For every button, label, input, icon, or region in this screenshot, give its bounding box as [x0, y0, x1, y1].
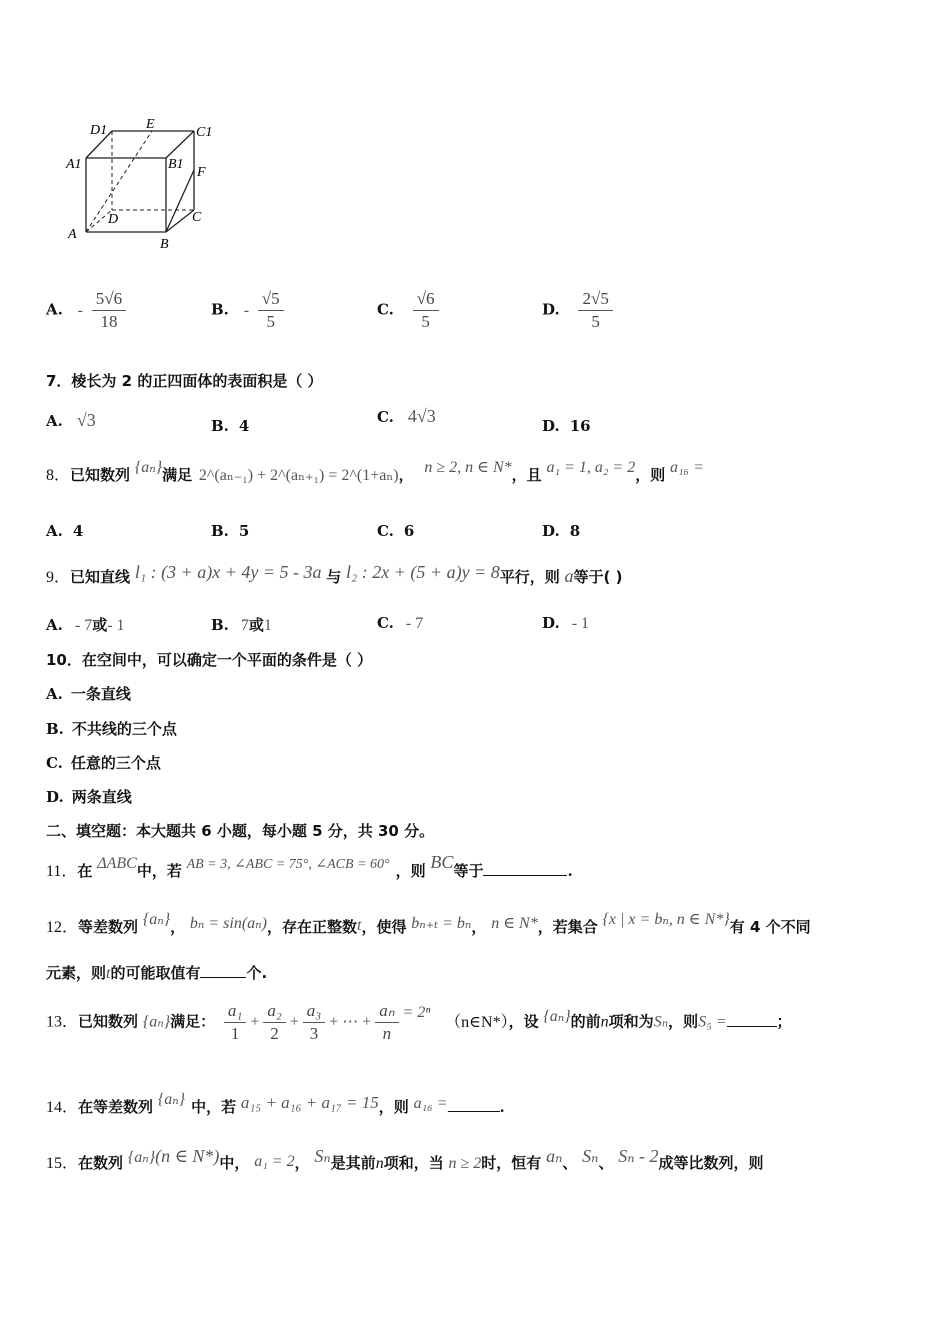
- plus: +: [289, 1013, 299, 1031]
- text: 、: [598, 1154, 614, 1172]
- q15-stem: [46, 1144, 764, 1172]
- text: ，: [471, 918, 487, 936]
- option-letter: C.: [377, 614, 394, 632]
- option-letter: C.: [46, 754, 63, 772]
- denominator: 5: [421, 312, 430, 331]
- numerator: a₃: [303, 1000, 325, 1023]
- text: 项和，当: [383, 1154, 444, 1172]
- condition: AB = 3, ∠ABC = 75°, ∠ACB = 60°: [186, 857, 390, 872]
- numerator: aₙ: [375, 1000, 398, 1023]
- option-letter: D.: [542, 417, 560, 435]
- variable-n: n: [600, 1013, 609, 1031]
- answer-blank[interactable]: [200, 977, 246, 978]
- option-text: 5: [238, 522, 250, 540]
- condition: (n ∈ N*): [155, 1146, 220, 1166]
- option-or: 或: [248, 616, 264, 634]
- initial-values: a₁ = 1, a₂ = 2: [546, 459, 636, 476]
- plus: +: [250, 1013, 260, 1031]
- text: 在: [77, 862, 93, 880]
- ask: S₅ =: [698, 1013, 727, 1031]
- q8-stem: 8．已知数列 {aₙ}满足 2^(aₙ₋₁) + 2^(aₙ₊₁) = 2^(1+aₙ)， n ≥ 2, n ∈ N*，且 a₁ = 1, a₂ = 2，则 a₁₆ =: [46, 459, 704, 484]
- sequence: {aₙ}: [134, 459, 163, 476]
- line-l1: l₁ : (3 + a)x + 4y = 5 - 3a: [134, 562, 322, 582]
- numerator: √5: [258, 288, 284, 311]
- text: ，若集合: [537, 918, 598, 936]
- text: 满足: [162, 466, 193, 484]
- triangle: ΔABC: [97, 855, 137, 872]
- q7-option-c: [377, 406, 436, 427]
- q9-option-b: [211, 614, 272, 635]
- condition: n ∈ N*: [491, 915, 538, 932]
- q10-option-a: [46, 683, 131, 704]
- option-letter: D.: [46, 788, 64, 806]
- cube-figure: [60, 112, 230, 266]
- sequence: {aₙ}: [157, 1091, 186, 1108]
- option-letter: C.: [377, 522, 394, 540]
- option-text: 8: [569, 522, 581, 540]
- q9-option-a: [46, 614, 125, 635]
- option-letter: D.: [542, 300, 560, 319]
- condition-n: n ≥ 2: [448, 1155, 482, 1172]
- text: ，则: [378, 1098, 409, 1116]
- q9-option-c: [377, 614, 423, 633]
- sequence: {aₙ}: [142, 1013, 171, 1031]
- option-letter: C.: [377, 408, 394, 426]
- option-letter: B.: [211, 417, 229, 435]
- option-text: 16: [569, 417, 591, 435]
- q8-option-a: [46, 522, 83, 540]
- text: ，使得: [361, 918, 407, 936]
- label-b: B: [160, 237, 169, 252]
- text: 的可能取值有: [110, 964, 201, 982]
- option-value: - 1: [107, 617, 125, 634]
- text: ，则: [635, 466, 666, 484]
- question-number: 15．: [46, 1155, 79, 1172]
- text: 是其前: [330, 1154, 376, 1172]
- text: .: [567, 862, 573, 880]
- option-letter: D.: [542, 522, 560, 540]
- text: ；: [776, 1012, 792, 1031]
- option-value: - 7: [74, 617, 93, 634]
- text: 中，若: [191, 1098, 237, 1116]
- numerator: a₁: [224, 1000, 246, 1023]
- option-text: 任意的三个点: [70, 754, 161, 772]
- denominator: 5: [266, 312, 275, 331]
- q10-stem: 10．在空间中，可以确定一个平面的条件是（ ）: [46, 651, 373, 669]
- line-l2: l₂ : 2x + (5 + a)y = 8: [346, 562, 500, 582]
- denominator: 5: [591, 312, 600, 331]
- option-letter: B.: [211, 616, 229, 634]
- q12-line2: [46, 962, 267, 983]
- segment-bf: [166, 170, 194, 232]
- numerator: 5√6: [92, 288, 126, 311]
- q9-stem: [46, 564, 622, 587]
- text: 在数列: [78, 1154, 124, 1172]
- fraction: [263, 1000, 285, 1045]
- text: ，存在正整数: [266, 918, 357, 936]
- label-d: D: [108, 212, 119, 227]
- text: 成等比数列，则: [658, 1154, 764, 1172]
- edge-b1c1: [166, 131, 194, 158]
- option-letter: C.: [377, 300, 394, 319]
- fraction: [258, 288, 284, 333]
- option-or: 或: [92, 616, 108, 634]
- answer-blank[interactable]: [448, 1111, 500, 1112]
- segment-ae: [86, 131, 152, 232]
- text: 等于: [453, 862, 484, 880]
- q7-option-d: [542, 417, 591, 435]
- cube-diagram: [60, 112, 230, 262]
- option-sign: -: [243, 301, 250, 319]
- text: 在等差数列: [78, 1098, 154, 1116]
- text: 已知数列: [78, 1012, 139, 1031]
- sum-sn: Sₙ: [582, 1146, 599, 1166]
- q10-option-b: [46, 718, 177, 739]
- label-a1: A1: [66, 157, 82, 172]
- ask: a₁₆ =: [669, 459, 704, 476]
- fraction: [375, 1000, 398, 1045]
- label-c1: C1: [196, 125, 213, 140]
- fraction: [413, 288, 439, 333]
- q11-stem: [46, 850, 573, 880]
- label-c: C: [192, 210, 202, 225]
- numerator: a₂: [263, 1000, 285, 1023]
- edge-bc: [166, 210, 194, 232]
- ask: a₁₆ =: [413, 1095, 448, 1112]
- fraction: [303, 1000, 325, 1045]
- question-number: 9．: [46, 569, 71, 586]
- q12-stem: [46, 906, 811, 936]
- option-letter: A.: [46, 685, 63, 703]
- text: ，则: [668, 1012, 699, 1031]
- equation: a₁₅ + a₁₆ + a₁₇ = 15: [240, 1093, 379, 1112]
- text: 有 4 个不同: [729, 918, 811, 936]
- text: 的前: [570, 1012, 601, 1031]
- text: .: [499, 1098, 505, 1116]
- option-text: 4√3: [407, 406, 436, 426]
- period-eq: bₙ₊ₜ = bₙ: [411, 915, 472, 932]
- bn-def: bₙ = sin(aₙ): [189, 915, 267, 932]
- initial-value: a₁ = 2: [254, 1153, 295, 1170]
- label-f: F: [197, 165, 206, 180]
- text: ，: [170, 918, 186, 936]
- text: 项和为: [608, 1012, 654, 1031]
- denominator: n: [382, 1024, 392, 1043]
- option-text: 6: [403, 522, 415, 540]
- q6-option-c: [377, 288, 443, 333]
- fraction: [224, 1000, 246, 1045]
- text: ，且: [511, 466, 542, 484]
- fraction: [578, 288, 612, 333]
- set: {x | x = bₙ, n ∈ N*}: [602, 911, 730, 928]
- option-letter: A.: [46, 300, 63, 319]
- text: 时，恒有: [481, 1154, 542, 1172]
- sequence: {aₙ}: [127, 1149, 156, 1166]
- text: 中，若: [136, 862, 182, 880]
- option-letter: B.: [211, 300, 229, 319]
- question-number: 11．: [46, 863, 78, 880]
- option-sign: -: [77, 301, 83, 319]
- ellipsis: + ⋯ +: [329, 1013, 372, 1031]
- label-a: A: [68, 227, 77, 242]
- term-an: aₙ: [546, 1146, 563, 1166]
- text: ，: [294, 1154, 310, 1172]
- answer-blank[interactable]: [727, 1026, 777, 1027]
- option-letter: D.: [542, 614, 560, 632]
- label-b1: B1: [168, 157, 184, 172]
- numerator: 2√5: [578, 288, 612, 311]
- text: 个.: [246, 964, 268, 982]
- option-letter: A.: [46, 412, 63, 430]
- question-number: 14．: [46, 1099, 79, 1116]
- option-letter: B.: [211, 522, 229, 540]
- q6-option-b: [211, 288, 288, 333]
- text: ，设: [508, 1012, 539, 1031]
- option-letter: B.: [46, 720, 64, 738]
- variable-a: a: [564, 566, 574, 586]
- option-text: √3: [76, 410, 96, 430]
- option-text: 两条直线: [71, 788, 132, 806]
- numerator: √6: [413, 288, 439, 311]
- equation: 2^(aₙ₋₁) + 2^(aₙ₊₁) = 2^(1+aₙ): [198, 467, 399, 484]
- option-letter: A.: [46, 522, 63, 540]
- question-number: 13．: [46, 1013, 79, 1031]
- text: 平行，则: [499, 568, 560, 586]
- denominator: 18: [100, 312, 118, 331]
- fraction: [92, 288, 126, 333]
- text: 与: [326, 568, 342, 586]
- option-text: 4: [72, 522, 84, 540]
- text: 中，: [219, 1154, 250, 1172]
- q8-option-c: [377, 522, 414, 540]
- sum-sn-minus-2: Sₙ - 2: [618, 1146, 659, 1166]
- sum-sn: Sₙ: [314, 1146, 331, 1166]
- denominator: 1: [230, 1024, 240, 1043]
- answer-blank[interactable]: [483, 875, 567, 876]
- option-value: 1: [263, 617, 272, 634]
- option-letter: A.: [46, 616, 63, 634]
- option-value: 7: [240, 617, 249, 634]
- text: 满足：: [170, 1012, 216, 1031]
- variable-n: n: [375, 1155, 384, 1172]
- q8-option-b: [211, 522, 249, 540]
- q13-stem: [46, 1000, 792, 1045]
- q9-option-d: [542, 614, 589, 633]
- side-bc: BC: [430, 852, 454, 872]
- q10-option-d: [46, 786, 132, 807]
- text: 已知数列: [70, 466, 131, 484]
- question-number: 12．: [46, 919, 79, 936]
- q7-stem: 7．棱长为 2 的正四面体的表面积是（ ）: [46, 372, 323, 390]
- q14-stem: [46, 1086, 505, 1116]
- section-heading-fill-in: 二、填空题：本大题共 6 小题，每小题 5 分，共 30 分。: [46, 822, 435, 840]
- sequence: {aₙ}: [142, 911, 171, 928]
- condition: n ≥ 2, n ∈ N*: [424, 459, 512, 476]
- q10-option-c: [46, 752, 161, 773]
- text: ，则: [395, 862, 426, 880]
- q6-option-a: [46, 288, 130, 333]
- text: 、: [562, 1154, 578, 1172]
- sequence: {aₙ}: [543, 1007, 571, 1025]
- denominator: 2: [270, 1024, 279, 1043]
- q7-option-a: [46, 410, 96, 431]
- text: 已知直线: [70, 568, 131, 586]
- q6-option-d: [542, 288, 617, 333]
- option-text: 4: [238, 417, 250, 435]
- text: 等于( ): [573, 568, 623, 586]
- variable-t: t: [357, 917, 362, 934]
- q8-option-d: [542, 522, 580, 540]
- variable-t: t: [106, 965, 111, 982]
- text: 等差数列: [78, 918, 139, 936]
- option-value: - 1: [571, 615, 590, 632]
- condition: （n∈N*）: [445, 1013, 509, 1031]
- label-e: E: [146, 117, 155, 132]
- option-value: - 7: [405, 615, 424, 632]
- option-text: 一条直线: [70, 685, 131, 703]
- label-d1: D1: [90, 123, 108, 138]
- rhs: = 2ⁿ: [402, 1003, 431, 1021]
- q7-option-b: [211, 417, 249, 435]
- text: 元素，则: [46, 964, 107, 982]
- sum-sn: Sₙ: [653, 1013, 669, 1031]
- option-text: 不共线的三个点: [71, 720, 177, 738]
- denominator: 3: [309, 1024, 319, 1043]
- question-number: 8．: [46, 467, 71, 484]
